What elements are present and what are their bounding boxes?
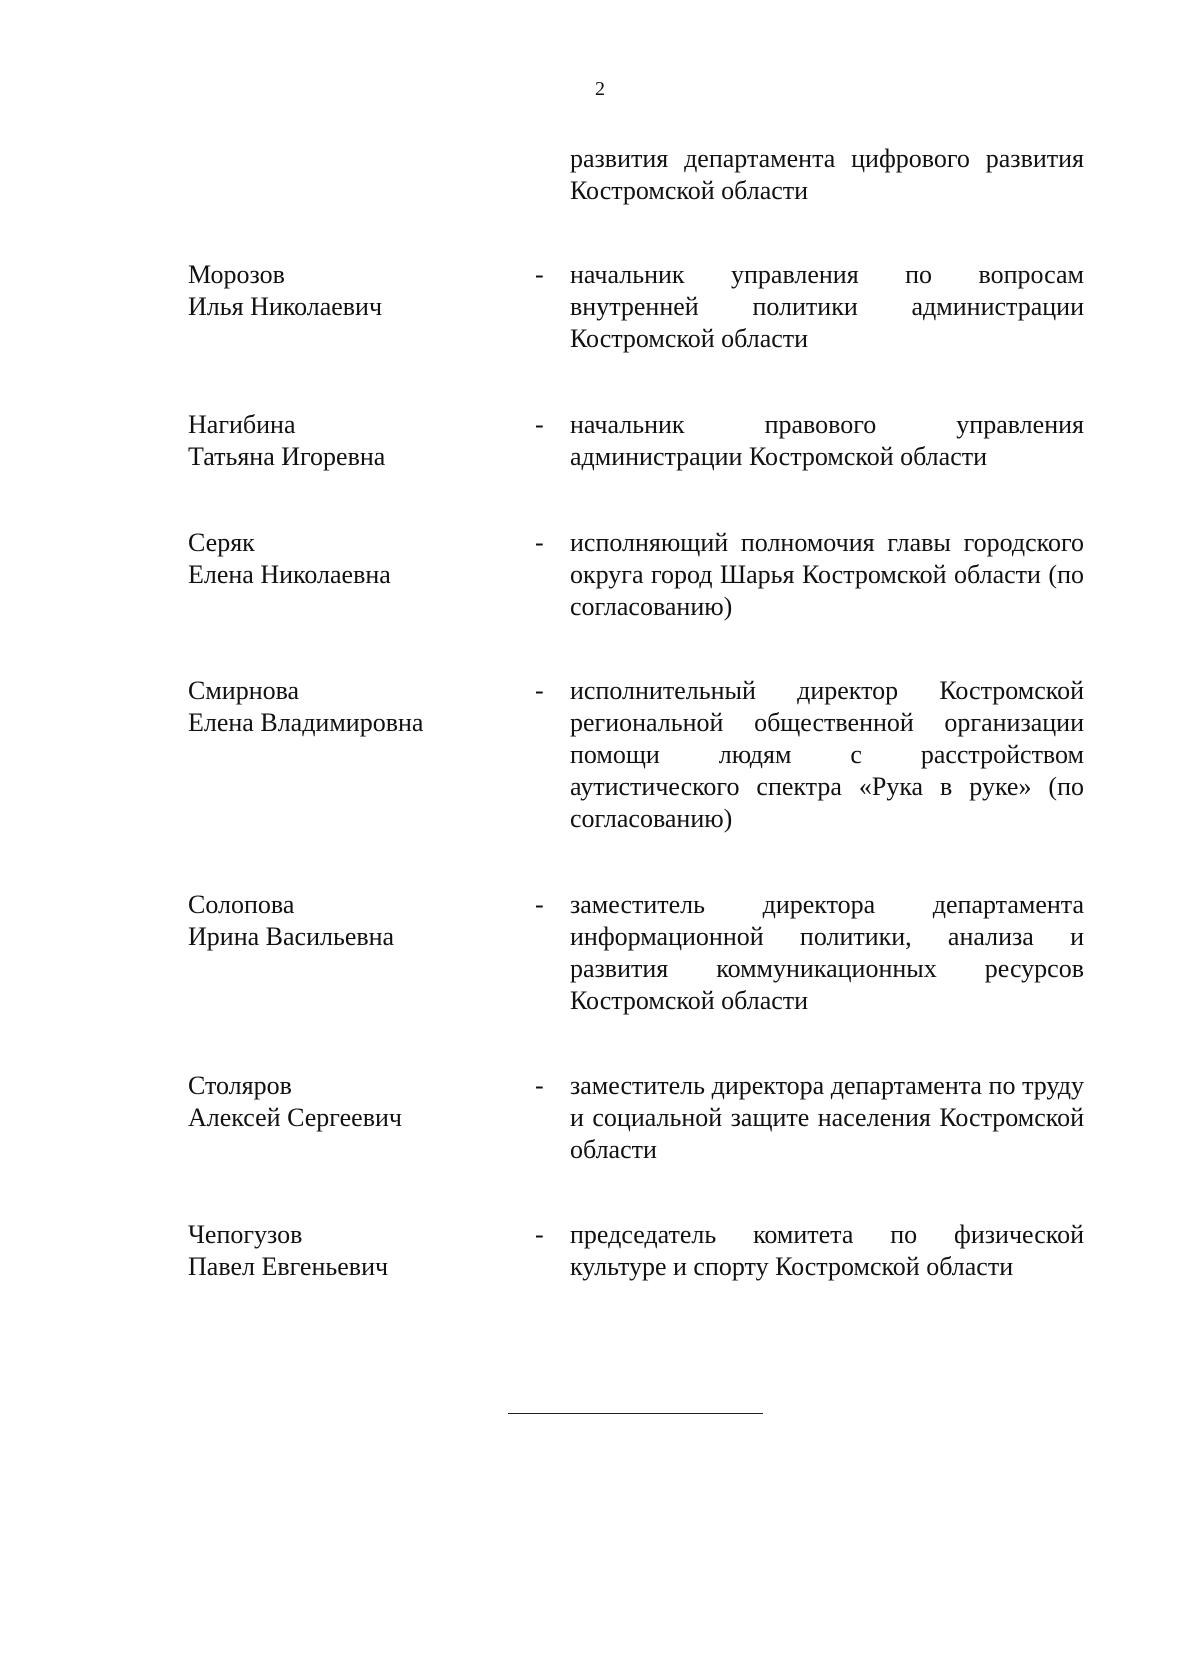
member-position: исполнительный директор Костромской региональной общественной организации помощи людям с расстройством аутистического спектра «Рука в руке» (по согласованию) [570, 676, 1084, 833]
member-given-names: Елена Владимировна [188, 708, 424, 737]
member-surname: Чепогузов [188, 1220, 303, 1249]
member-given-names: Павел Евгеньевич [188, 1252, 389, 1281]
page-number: 2 [595, 78, 605, 100]
member-surname: Солопова [188, 890, 295, 919]
dash-separator: - [535, 1071, 544, 1100]
member-position: заместитель директора департамента по труду и социальной защите населения Костромской области [570, 1071, 1084, 1164]
member-given-names: Татьяна Игоревна [188, 442, 386, 471]
dash-separator: - [535, 260, 544, 289]
end-of-list-rule [508, 1413, 763, 1414]
member-given-names: Алексей Сергеевич [188, 1103, 402, 1132]
member-name [188, 675, 488, 739]
member-surname: Столяров [188, 1071, 292, 1100]
member-position: исполняющий полномочия главы городского округа город Шарья Костромской области (по согласованию) [570, 528, 1084, 621]
member-name [188, 527, 488, 591]
member-name [188, 259, 488, 323]
dash-separator: - [535, 1220, 544, 1249]
member-given-names: Илья Николаевич [188, 292, 383, 321]
member-given-names: Ирина Васильевна [188, 922, 395, 951]
member-surname: Нагибина [188, 410, 296, 439]
member-position: начальник управления по вопросам внутренней политики администрации Костромской области [570, 260, 1084, 353]
member-name [188, 409, 488, 473]
dash-separator: - [535, 410, 544, 439]
member-given-names: Елена Николаевна [188, 560, 391, 589]
dash-separator: - [535, 890, 544, 919]
member-name [188, 1070, 488, 1134]
member-name [188, 1219, 488, 1283]
continued-position-text: развития департамента цифрового развития Костромской области [570, 144, 1084, 205]
member-name [188, 889, 488, 953]
member-surname: Морозов [188, 260, 285, 289]
member-surname: Смирнова [188, 676, 300, 705]
member-position: председатель комитета по физической культуре и спорту Костромской области [570, 1220, 1084, 1281]
dash-separator: - [535, 676, 544, 705]
member-position: начальник правового управления администрации Костромской области [570, 410, 1084, 471]
member-surname: Серяк [188, 528, 255, 557]
dash-separator: - [535, 528, 544, 557]
member-position: заместитель директора департамента информационной политики, анализа и развития коммуникационных ресурсов Костромской области [570, 890, 1084, 1015]
